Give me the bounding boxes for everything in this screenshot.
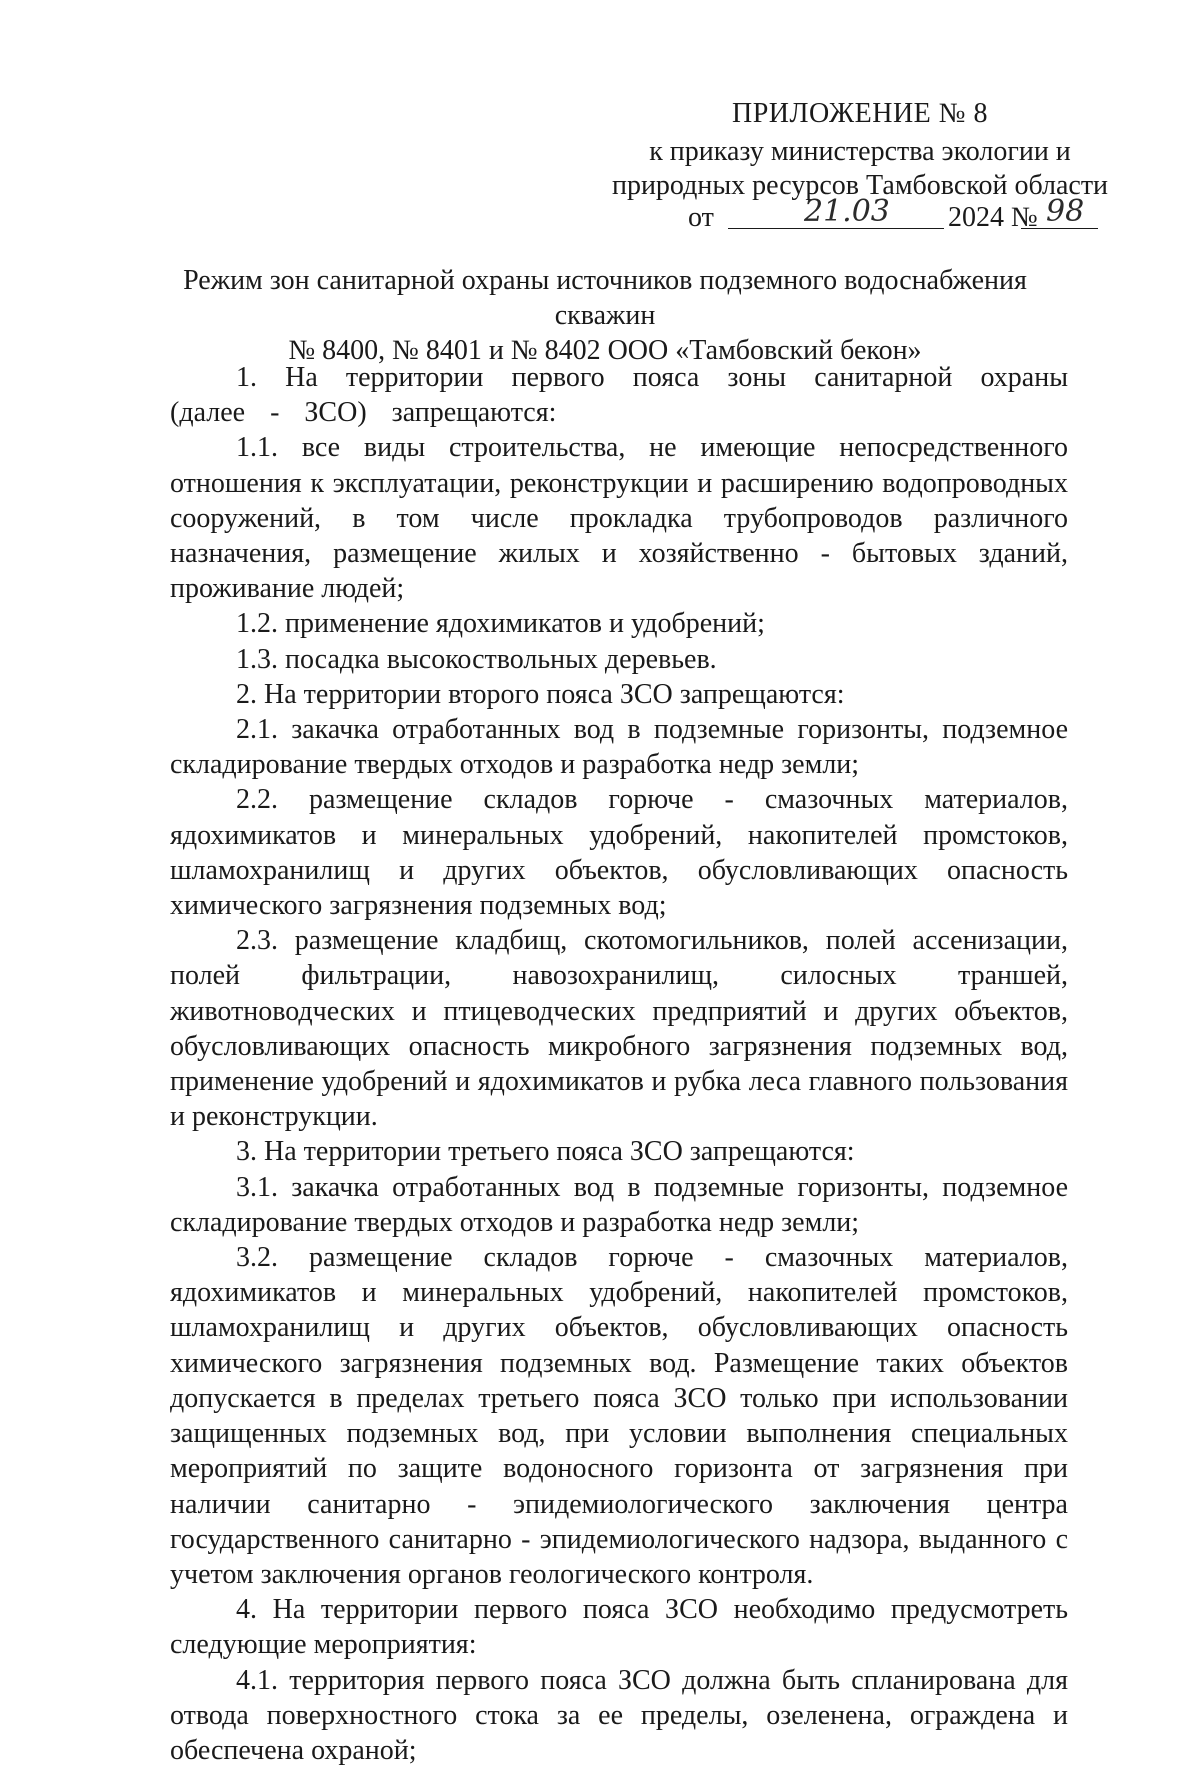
paragraph: 1. На территории первого пояса зоны санитарной охраны (далее - ЗСО) запрещаются: xyxy=(170,362,1068,429)
title-line-2: № 8400, № 8401 и № 8402 ООО «Тамбовский бекон» xyxy=(288,335,922,366)
handwritten-date: 21.03 xyxy=(804,194,890,229)
annex-date-line xyxy=(688,194,1108,236)
title-line-1: Режим зон санитарной охраны источников подземного водоснабжения скважин xyxy=(183,265,1027,331)
document-body xyxy=(170,360,1068,1768)
document-title xyxy=(150,263,1060,368)
paragraph: 1.3. посадка высокоствольных деревьев. xyxy=(236,643,717,675)
paragraph: 4. На территории первого пояса ЗСО необходимо предусмотреть следующие мероприятия: xyxy=(170,1594,1068,1661)
paragraph: 1.1. все виды строительства, не имеющие непосредственного отношения к эксплуатации, реконструкции и расширению водопроводных сооружений, в том числе прокладка трубопроводов различного назначения, размещение жилых и хозяйственно - бытовых зданий, проживание людей; xyxy=(170,432,1068,605)
paragraph: 3.1. закачка отработанных вод в подземные горизонты, подземное складирование твердых отходов и разработка недр земли; xyxy=(170,1171,1068,1238)
paragraph: 2.2. размещение складов горюче - смазочных материалов, ядохимикатов и минеральных удобрений, накопителей промстоков, шламохранилищ и других объектов, обусловливающих опасность химического загрязнения подземных вод; xyxy=(170,784,1068,922)
paragraph: 4.1. территория первого пояса ЗСО должна быть спланирована для отвода поверхностного стока за ее пределы, озеленена, ограждена и обеспечена охраной; xyxy=(170,1664,1068,1766)
paragraph: 3. На территории третьего пояса ЗСО запрещаются: xyxy=(236,1136,855,1168)
handwritten-number: 98 xyxy=(1046,194,1085,229)
annex-title: ПРИЛОЖЕНИЕ № 8 xyxy=(732,98,988,129)
paragraph: 1.2. применение ядохимикатов и удобрений; xyxy=(236,608,765,640)
annex-order-line: к приказу министерства экологии и xyxy=(649,136,1071,167)
annex-ministry-line: природных ресурсов Тамбовской области xyxy=(611,170,1109,201)
paragraph: 2.3. размещение кладбищ, скотомогильников, полей ассенизации, полей фильтрации, навозохранилищ, силосных траншей, животноводческих и птицеводческих предприятий и других объектов, обусловливающих опасность микробного загрязнения подземных вод, применение удобрений и ядохимикатов и рубка леса главного пользования и реконструкции. xyxy=(170,925,1068,1133)
date-year: 2024 № xyxy=(948,202,1038,233)
paragraph: 2.1. закачка отработанных вод в подземные горизонты, подземное складирование твердых отходов и разработка недр земли; xyxy=(170,714,1068,781)
date-prefix: от xyxy=(688,202,714,233)
paragraph: 3.2. размещение складов горюче - смазочных материалов, ядохимикатов и минеральных удобрений, накопителей промстоков, шламохранилищ и других объектов, обусловливающих опасность химического загрязнения подземных вод. Размещение таких объектов допускается в пределах третьего пояса ЗСО только при использовании защищенных подземных вод, при условии выполнения специальных мероприятий по защите водоносного горизонта от загрязнения при наличии санитарно - эпидемиологического заключения центра государственного санитарно - эпидемиологического надзора, выданного с учетом заключения органов геологического контроля. xyxy=(170,1242,1068,1590)
paragraph: 2. На территории второго пояса ЗСО запрещаются: xyxy=(236,678,845,710)
